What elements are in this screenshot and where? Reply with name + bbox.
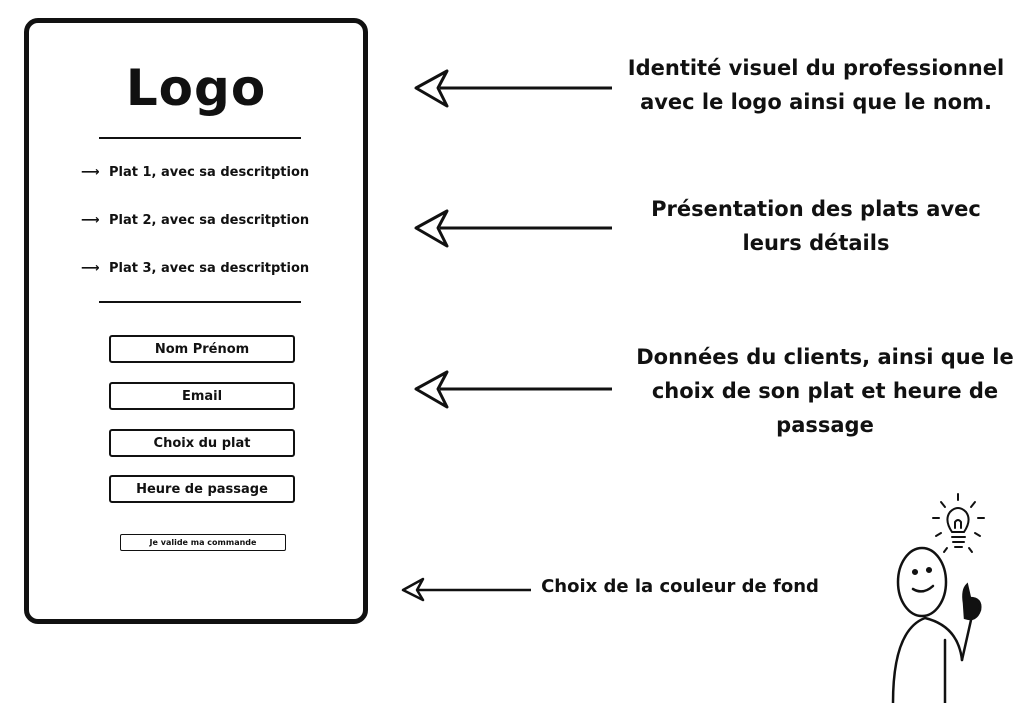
menu-item-label: Plat 3, avec sa descritption (109, 261, 310, 276)
annotation-client: Données du clients, ainsi que le choix de son plat et heure de passage (636, 345, 1014, 437)
time-field[interactable]: Heure de passage (109, 475, 295, 503)
dish-select[interactable]: Choix du plat (109, 429, 295, 457)
menu-item-label: Plat 1, avec sa descritption (109, 165, 310, 180)
annotation-background: Choix de la couleur de fond (541, 576, 819, 597)
arrow-left-icon (416, 211, 612, 246)
name-field[interactable]: Nom Prénom (109, 335, 295, 363)
submit-button[interactable]: Je valide ma commande (120, 534, 286, 551)
arrow-right-icon: ⟶ (81, 261, 100, 276)
arrow-left-icon (403, 579, 531, 600)
annotation-identity: Identité visuel du professionnel avec le logo ainsi que le nom. (627, 56, 1005, 114)
logo: Logo (125, 59, 267, 117)
email-field[interactable]: Email (109, 382, 295, 410)
annotation-dishes: Présentation des plats avec leurs détails (651, 197, 981, 255)
lightbulb-icon (933, 494, 984, 552)
arrow-right-icon: ⟶ (81, 165, 100, 180)
arrow-left-icon (416, 71, 612, 106)
person-idea-icon (893, 548, 980, 703)
menu-item-label: Plat 2, avec sa descritption (109, 213, 310, 228)
arrow-left-icon (416, 372, 612, 407)
arrow-right-icon: ⟶ (81, 213, 100, 228)
